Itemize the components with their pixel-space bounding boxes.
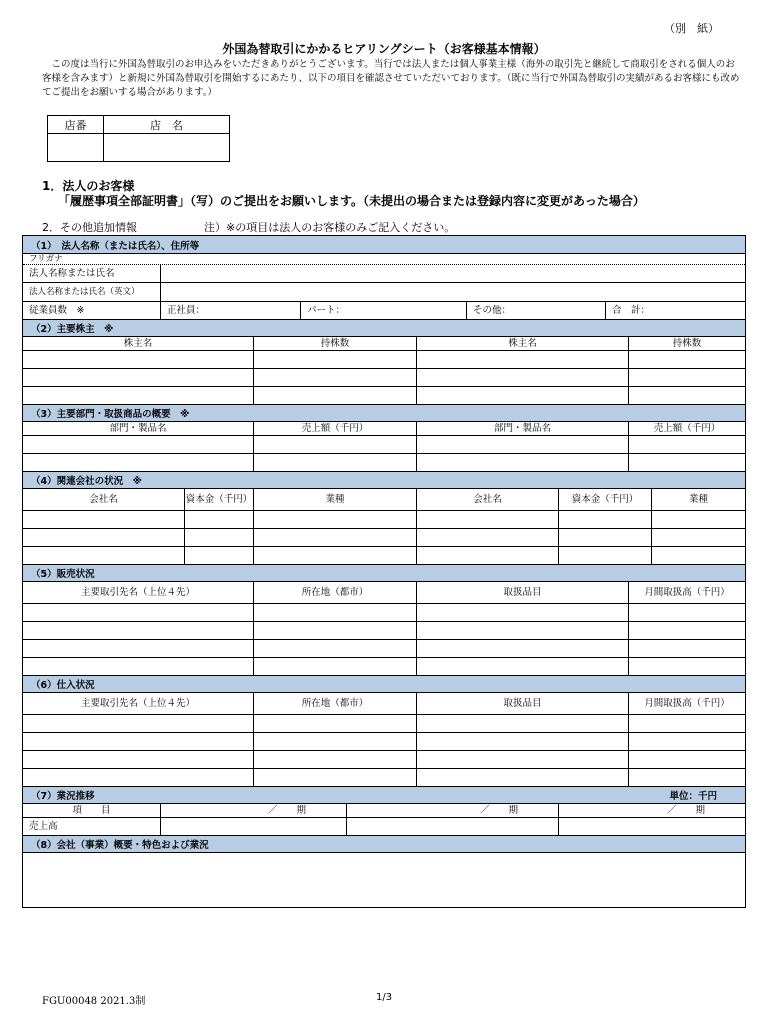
period-header[interactable]: ／ 期	[346, 804, 558, 817]
name-en-row	[23, 282, 745, 301]
supplier-header: 主要取引先名（上位４先）	[80, 697, 195, 709]
section2-heading: 2．その他追加情報	[42, 221, 137, 234]
industry-header: 業種	[651, 489, 745, 510]
cell[interactable]	[416, 640, 628, 657]
cell[interactable]	[628, 369, 745, 386]
capital-header: 資本金（千円）	[184, 489, 253, 510]
division-header: 部門・製品名	[416, 422, 628, 435]
cell[interactable]	[558, 818, 745, 835]
section-7-header	[23, 786, 745, 803]
cell[interactable]	[416, 751, 628, 768]
cell[interactable]	[558, 511, 651, 528]
cell[interactable]	[651, 547, 745, 564]
cell[interactable]	[253, 387, 416, 404]
regular-employees-field[interactable]: 正社員：	[160, 302, 300, 319]
cell[interactable]	[558, 547, 651, 564]
industry-header: 業種	[253, 489, 416, 510]
sales-header: 売上額（千円）	[628, 422, 745, 435]
furigana-label: フリガナ	[29, 254, 63, 264]
section-8-header: （8）会社（事業）概要・特色および業況	[23, 835, 745, 852]
location-header: 所在地（都市）	[253, 582, 416, 603]
name-en-label: 法人名称または氏名（英文）	[29, 287, 140, 297]
table-row	[23, 350, 745, 368]
table-row	[23, 368, 745, 386]
cell[interactable]	[628, 769, 745, 786]
cell[interactable]	[184, 511, 253, 528]
customer-header: 主要取引先名（上位４先）	[80, 586, 195, 598]
cell[interactable]	[253, 769, 416, 786]
shareholder-name-header: 株主名	[416, 337, 628, 350]
employees-label: 従業員数 ※	[29, 304, 85, 316]
cell[interactable]	[416, 658, 628, 675]
cell[interactable]	[628, 604, 745, 621]
shop-table	[47, 115, 230, 162]
employees-row	[23, 301, 745, 319]
cell[interactable]	[253, 658, 416, 675]
cell[interactable]	[23, 622, 253, 639]
section2-note: 注）※の項目は法人のお客様のみご記入ください。	[204, 221, 456, 234]
cell[interactable]	[253, 454, 416, 471]
section-7-title: （7）業況推移	[31, 791, 95, 802]
other-employees-field[interactable]: その他：	[466, 302, 605, 319]
cell[interactable]	[416, 622, 628, 639]
cell[interactable]	[416, 436, 628, 453]
period-header[interactable]: ／ 期	[160, 804, 346, 817]
sales-row	[23, 817, 745, 835]
cell[interactable]	[23, 369, 253, 386]
table-row	[23, 528, 745, 546]
cell[interactable]	[253, 733, 416, 750]
sales-header-row	[23, 581, 745, 603]
division-header-row	[23, 421, 745, 435]
section-1-header: （1） 法人名称（または氏名）、住所等	[23, 236, 745, 253]
table-row	[23, 750, 745, 768]
company-overview-field[interactable]	[23, 852, 745, 907]
company-name-header: 会社名	[89, 493, 118, 505]
section-2-header: （2）主要株主 ※	[23, 319, 745, 336]
cell[interactable]	[416, 529, 558, 546]
cell[interactable]	[23, 658, 253, 675]
cell[interactable]	[23, 454, 253, 471]
sales-header: 売上額（千円）	[253, 422, 416, 435]
cell[interactable]	[628, 436, 745, 453]
cell[interactable]	[253, 351, 416, 368]
name-field[interactable]	[160, 265, 745, 282]
cell[interactable]	[23, 436, 253, 453]
table-row	[23, 510, 745, 528]
page-number: 1/3	[376, 992, 393, 1003]
shares-header: 持株数	[253, 337, 416, 350]
period-header[interactable]: ／ 期	[558, 804, 745, 817]
cell[interactable]	[416, 369, 628, 386]
cell[interactable]	[253, 547, 416, 564]
purchase-header-row	[23, 692, 745, 714]
cell[interactable]	[416, 511, 558, 528]
cell[interactable]	[253, 369, 416, 386]
cell[interactable]	[628, 658, 745, 675]
cell[interactable]	[23, 387, 253, 404]
section-5-header: （5）販売状況	[23, 564, 745, 581]
cell[interactable]	[416, 547, 558, 564]
section1-heading: 1．法人のお客様	[42, 179, 135, 193]
cell[interactable]	[253, 511, 416, 528]
cell[interactable]	[23, 351, 253, 368]
table-row	[23, 453, 745, 471]
item-header: 項 目	[72, 804, 111, 816]
products-header: 取扱品目	[416, 582, 628, 603]
intro-text: この度は当行に外国為替取引のお申込みをいただきありがとうございます。当行では法人または個人事業主様（海外の取引先と継続して商取引をされる個人のお客様を含みます）と新規に外国為替取引を開始するにあたり、以下の項目を確認させていただいております。（既に当行で外国為替取引の実績があるお客様にも改めてご提出をお願いする場合があります。）	[42, 59, 740, 98]
name-en-field[interactable]	[160, 283, 745, 301]
cell[interactable]	[628, 387, 745, 404]
cell[interactable]	[416, 604, 628, 621]
section-6-header: （6）仕入状況	[23, 675, 745, 692]
location-header: 所在地（都市）	[253, 693, 416, 714]
cell[interactable]	[253, 715, 416, 732]
sales-label: 売上高	[29, 820, 58, 832]
shop-number-field[interactable]	[48, 134, 104, 162]
table-row	[23, 386, 745, 404]
table-row	[23, 435, 745, 453]
shop-name-label: 店 名	[104, 116, 230, 134]
products-header: 取扱品目	[416, 693, 628, 714]
cell[interactable]	[23, 529, 184, 546]
cell[interactable]	[253, 604, 416, 621]
cell[interactable]	[628, 733, 745, 750]
cell[interactable]	[23, 604, 253, 621]
cell[interactable]	[23, 733, 253, 750]
cell[interactable]	[416, 454, 628, 471]
cell[interactable]	[23, 769, 253, 786]
cell[interactable]	[23, 547, 184, 564]
form-code: FGU00048 2021.3制	[42, 996, 146, 1007]
shareholder-header-row	[23, 336, 745, 350]
cell[interactable]	[253, 529, 416, 546]
affiliate-header-row	[23, 488, 745, 510]
cell[interactable]	[346, 818, 558, 835]
table-row	[23, 768, 745, 786]
cell[interactable]	[651, 529, 745, 546]
capital-header: 資本金（千円）	[558, 489, 651, 510]
cell[interactable]	[416, 351, 628, 368]
cell[interactable]	[253, 622, 416, 639]
cell[interactable]	[628, 351, 745, 368]
cell[interactable]	[416, 733, 628, 750]
cell[interactable]	[416, 769, 628, 786]
cell[interactable]	[253, 640, 416, 657]
cell[interactable]	[253, 436, 416, 453]
table-row	[23, 603, 745, 621]
table-row	[23, 639, 745, 657]
performance-header-row	[23, 803, 745, 817]
annex-label: （別 紙）	[664, 22, 719, 35]
division-header: 部門・製品名	[109, 422, 167, 434]
furigana-row	[23, 253, 745, 264]
cell[interactable]	[558, 529, 651, 546]
cell[interactable]	[184, 529, 253, 546]
name-label: 法人名称または氏名	[29, 267, 115, 279]
cell[interactable]	[628, 751, 745, 768]
monthly-volume-header: 月間取扱高（千円）	[628, 582, 745, 603]
company-name-header: 会社名	[416, 489, 558, 510]
cell[interactable]	[184, 547, 253, 564]
cell[interactable]	[23, 751, 253, 768]
cell[interactable]	[628, 715, 745, 732]
part-employees-field[interactable]: パート：	[300, 302, 466, 319]
table-row	[23, 732, 745, 750]
total-employees-field[interactable]: 合 計：	[605, 302, 745, 319]
cell[interactable]	[651, 511, 745, 528]
table-row	[23, 621, 745, 639]
cell[interactable]	[628, 640, 745, 657]
cell[interactable]	[160, 818, 346, 835]
section-3-header: （3）主要部門・取扱商品の概要 ※	[23, 404, 745, 421]
cell[interactable]	[23, 511, 184, 528]
shares-header: 持株数	[628, 337, 745, 350]
shop-number-label: 店番	[48, 116, 104, 134]
hearing-sheet-form	[22, 235, 746, 908]
cell[interactable]	[628, 622, 745, 639]
table-row	[23, 657, 745, 675]
unit-label: 単位：千円	[669, 791, 717, 802]
table-row	[23, 714, 745, 732]
cell[interactable]	[23, 715, 253, 732]
cell[interactable]	[628, 454, 745, 471]
cell[interactable]	[416, 715, 628, 732]
cell[interactable]	[253, 751, 416, 768]
shop-name-field[interactable]	[104, 134, 230, 162]
monthly-volume-header: 月間取扱高（千円）	[628, 693, 745, 714]
cell[interactable]	[23, 640, 253, 657]
section1-note: 「履歴事項全部証明書」（写）のご提出をお願いします。（未提出の場合または登録内容に変更があった場合）	[58, 194, 645, 208]
name-row	[23, 264, 745, 282]
page-title: 外国為替取引にかかるヒアリングシート（お客様基本情報）	[222, 42, 546, 56]
shareholder-name-header: 株主名	[123, 337, 153, 349]
section-4-header: （4）関連会社の状況 ※	[23, 471, 745, 488]
cell[interactable]	[416, 387, 628, 404]
table-row	[23, 546, 745, 564]
